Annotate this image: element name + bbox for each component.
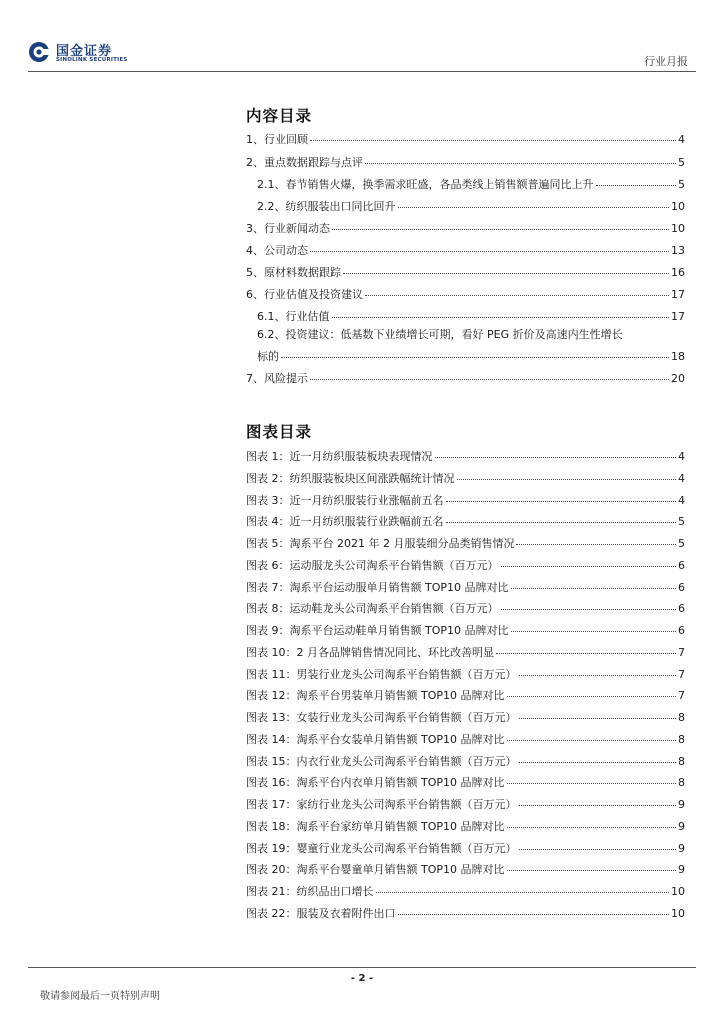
header-divider [28,71,696,72]
disclaimer-text: 敬请参阅最后一页特别声明 [40,991,160,1002]
figure-item-label: 图表 18：淘系平台家纺单月销售额 TOP10 品牌对比 [246,819,505,833]
toc-item-label: 6、行业估值及投资建议 [246,288,363,301]
figure-item[interactable] [246,535,685,552]
figure-item[interactable] [246,513,685,530]
figure-item-label: 图表 10：2 月各品牌销售情况同比、环比改善明显 [246,645,494,659]
figure-item[interactable] [246,492,685,509]
figure-item[interactable] [246,687,685,704]
dot-leader [310,251,669,252]
logo-en-text: SINOLINK SECURITIES [56,57,128,63]
figure-item-label: 图表 13：女装行业龙头公司淘系平台销售额（百万元） [246,711,517,724]
toc-item[interactable] [246,264,685,281]
figure-item-page: 4 [678,450,685,463]
dot-leader [507,740,677,741]
logo-cn-text: 国金证券 [56,44,113,59]
toc-item-label: 2.2、纺织服装出口同比回升 [257,200,396,213]
toc-item-page: 10 [671,200,685,213]
dot-leader [507,696,677,697]
figure-item-label: 图表 7：淘系平台运动服单月销售额 TOP10 品牌对比 [246,580,509,594]
dot-leader [310,379,669,380]
figure-item-page: 6 [678,602,685,616]
toc-item-label: 4、公司动态 [246,244,308,257]
figure-item-label: 图表 15：内衣行业龙头公司淘系平台销售额（百万元） [246,754,517,768]
figure-item[interactable] [246,818,685,835]
toc-item-label: 2、重点数据跟踪与点评 [246,156,363,169]
toc-item-page: 10 [671,222,685,235]
figure-item-label: 图表 1：近一月纺织服装板块表现情况 [246,450,433,463]
toc-item-label-line2: 标的 [257,350,279,363]
figure-item[interactable] [246,644,685,661]
dot-leader [501,566,677,567]
toc-item-page: 17 [671,310,685,323]
dot-leader [332,317,670,318]
dot-leader [511,631,677,632]
figure-item-page: 9 [678,819,685,833]
dot-leader [398,914,670,915]
toc-item-page: 16 [671,266,685,279]
figure-item-label: 图表 9：淘系平台运动鞋单月销售额 TOP10 品牌对比 [246,624,509,637]
figure-item[interactable] [246,709,685,726]
toc-item-label-line1[interactable]: 6.2、投资建议：低基数下业绩增长可期，看好 PEG 折价及高速内生性增长 [257,328,623,341]
toc-item-label: 6.1、行业估值 [257,310,330,323]
figure-item-page: 6 [678,558,685,572]
figure-item-label: 图表 8：运动鞋龙头公司淘系平台销售额（百万元） [246,602,499,616]
dot-leader [519,718,677,719]
figure-item-label: 图表 6：运动服龙头公司淘系平台销售额（百万元） [246,558,499,572]
figure-item-label: 图表 20：淘系平台婴童单月销售额 TOP10 品牌对比 [246,863,505,877]
toc-item-label: 1、行业回顾 [246,133,308,146]
dot-leader [511,588,677,589]
toc-item[interactable] [257,308,685,325]
figure-item[interactable] [246,861,685,878]
figure-item-label: 图表 21：纺织品出口增长 [246,885,374,898]
figure-item[interactable] [246,774,685,791]
figure-item-label: 图表 12：淘系平台男装单月销售额 TOP10 品牌对比 [246,689,505,703]
toc-item-label: 3、行业新闻动态 [246,222,330,235]
contents-title: 内容目录 [246,107,313,125]
figure-item-label: 图表 17：家纺行业龙头公司淘系平台销售额（百万元） [246,798,517,811]
figure-item-label: 图表 2：纺织服装板块区间涨跌幅统计情况 [246,471,455,485]
toc-item[interactable] [257,348,685,365]
dot-leader [281,357,669,358]
toc-item-page: 4 [678,133,685,146]
dot-leader [457,479,677,480]
dot-leader [435,457,677,458]
figure-item[interactable] [246,470,685,487]
figure-item[interactable] [246,622,685,639]
figure-item-page: 8 [678,776,685,790]
toc-item-label: 5、原材料数据跟踪 [246,266,341,279]
toc-item-page: 5 [678,156,685,169]
figure-item-page: 8 [678,732,685,746]
figure-item-page: 9 [678,863,685,877]
dot-leader [376,892,670,893]
figure-item[interactable] [246,448,685,465]
toc-item-label: 2.1、春节销售火爆，换季需求旺盛，各品类线上销售额普遍同比上升 [257,178,594,191]
figure-item-page: 10 [671,906,685,920]
toc-item-page: 5 [678,178,685,191]
dot-leader [501,609,677,610]
toc-item[interactable] [246,286,685,303]
figure-item-label: 图表 22：服装及衣着附件出口 [246,906,396,920]
figure-item[interactable] [246,666,685,683]
toc-item-page: 17 [671,288,685,301]
dot-leader [507,827,677,828]
page-number: - 2 - [350,973,374,984]
dot-leader [398,207,670,208]
dot-leader [446,501,677,502]
dot-leader [310,140,676,141]
toc-item[interactable] [246,220,685,237]
toc-item-label: 7、风险提示 [246,372,308,385]
figure-item[interactable] [246,883,685,900]
figure-item-page: 8 [678,711,685,724]
toc-item[interactable] [246,242,685,259]
figure-item[interactable] [246,905,685,922]
figures-title: 图表目录 [246,423,313,441]
dot-leader [365,163,676,164]
dot-leader [519,675,677,676]
figure-item-page: 9 [678,841,685,855]
toc-item[interactable] [257,198,685,215]
figure-item-page: 7 [678,645,685,659]
toc-item-page: 13 [671,244,685,257]
dot-leader [446,522,677,523]
figure-item[interactable] [246,600,685,617]
dot-leader [516,544,676,545]
toc-item[interactable] [246,370,685,387]
dot-leader [596,185,677,186]
figure-item-page: 5 [678,537,685,550]
dot-leader [519,762,677,763]
figure-item-page: 6 [678,624,685,637]
figure-item-label: 图表 3：近一月纺织服装行业涨幅前五名 [246,493,444,507]
dot-leader [519,849,677,850]
toc-item[interactable] [246,131,685,148]
figure-item[interactable] [246,753,685,770]
figure-item-page: 7 [678,689,685,703]
figure-item-page: 7 [678,667,685,681]
figure-item-page: 10 [671,885,685,898]
footer-divider [28,967,696,968]
dot-leader [519,805,677,806]
figure-item[interactable] [246,796,685,813]
dot-leader [496,653,676,654]
figure-item[interactable] [246,579,685,596]
figure-item-page: 5 [678,515,685,529]
dot-leader [365,295,669,296]
company-logo [28,40,138,68]
figure-item[interactable] [246,557,685,574]
report-type: 行业月报 [644,55,688,68]
page-header [28,40,696,70]
toc-item[interactable] [257,176,685,193]
figure-item-label: 图表 11：男装行业龙头公司淘系平台销售额（百万元） [246,667,517,681]
dot-leader [343,273,669,274]
toc-item[interactable] [246,154,685,171]
figure-item[interactable] [246,840,685,857]
figure-item-page: 8 [678,754,685,768]
figure-item-label: 图表 4：近一月纺织服装行业跌幅前五名 [246,515,444,529]
dot-leader [507,870,677,871]
figure-item-label: 图表 19：婴童行业龙头公司淘系平台销售额（百万元） [246,841,517,855]
figure-item-page: 6 [678,580,685,594]
figure-item-label: 图表 16：淘系平台内衣单月销售额 TOP10 品牌对比 [246,776,505,790]
dot-leader [507,783,677,784]
toc-item-page: 20 [671,372,685,385]
figure-item-label: 图表 5：淘系平台 2021 年 2 月服装细分品类销售情况 [246,537,515,550]
logo-mark-icon [28,41,50,63]
toc-item-page: 18 [671,350,685,363]
figure-item-page: 4 [678,493,685,507]
figure-item-label: 图表 14：淘系平台女装单月销售额 TOP10 品牌对比 [246,732,505,746]
dot-leader [332,229,669,230]
figure-item-page: 9 [678,798,685,811]
figure-item[interactable] [246,731,685,748]
figure-item-page: 4 [678,471,685,485]
